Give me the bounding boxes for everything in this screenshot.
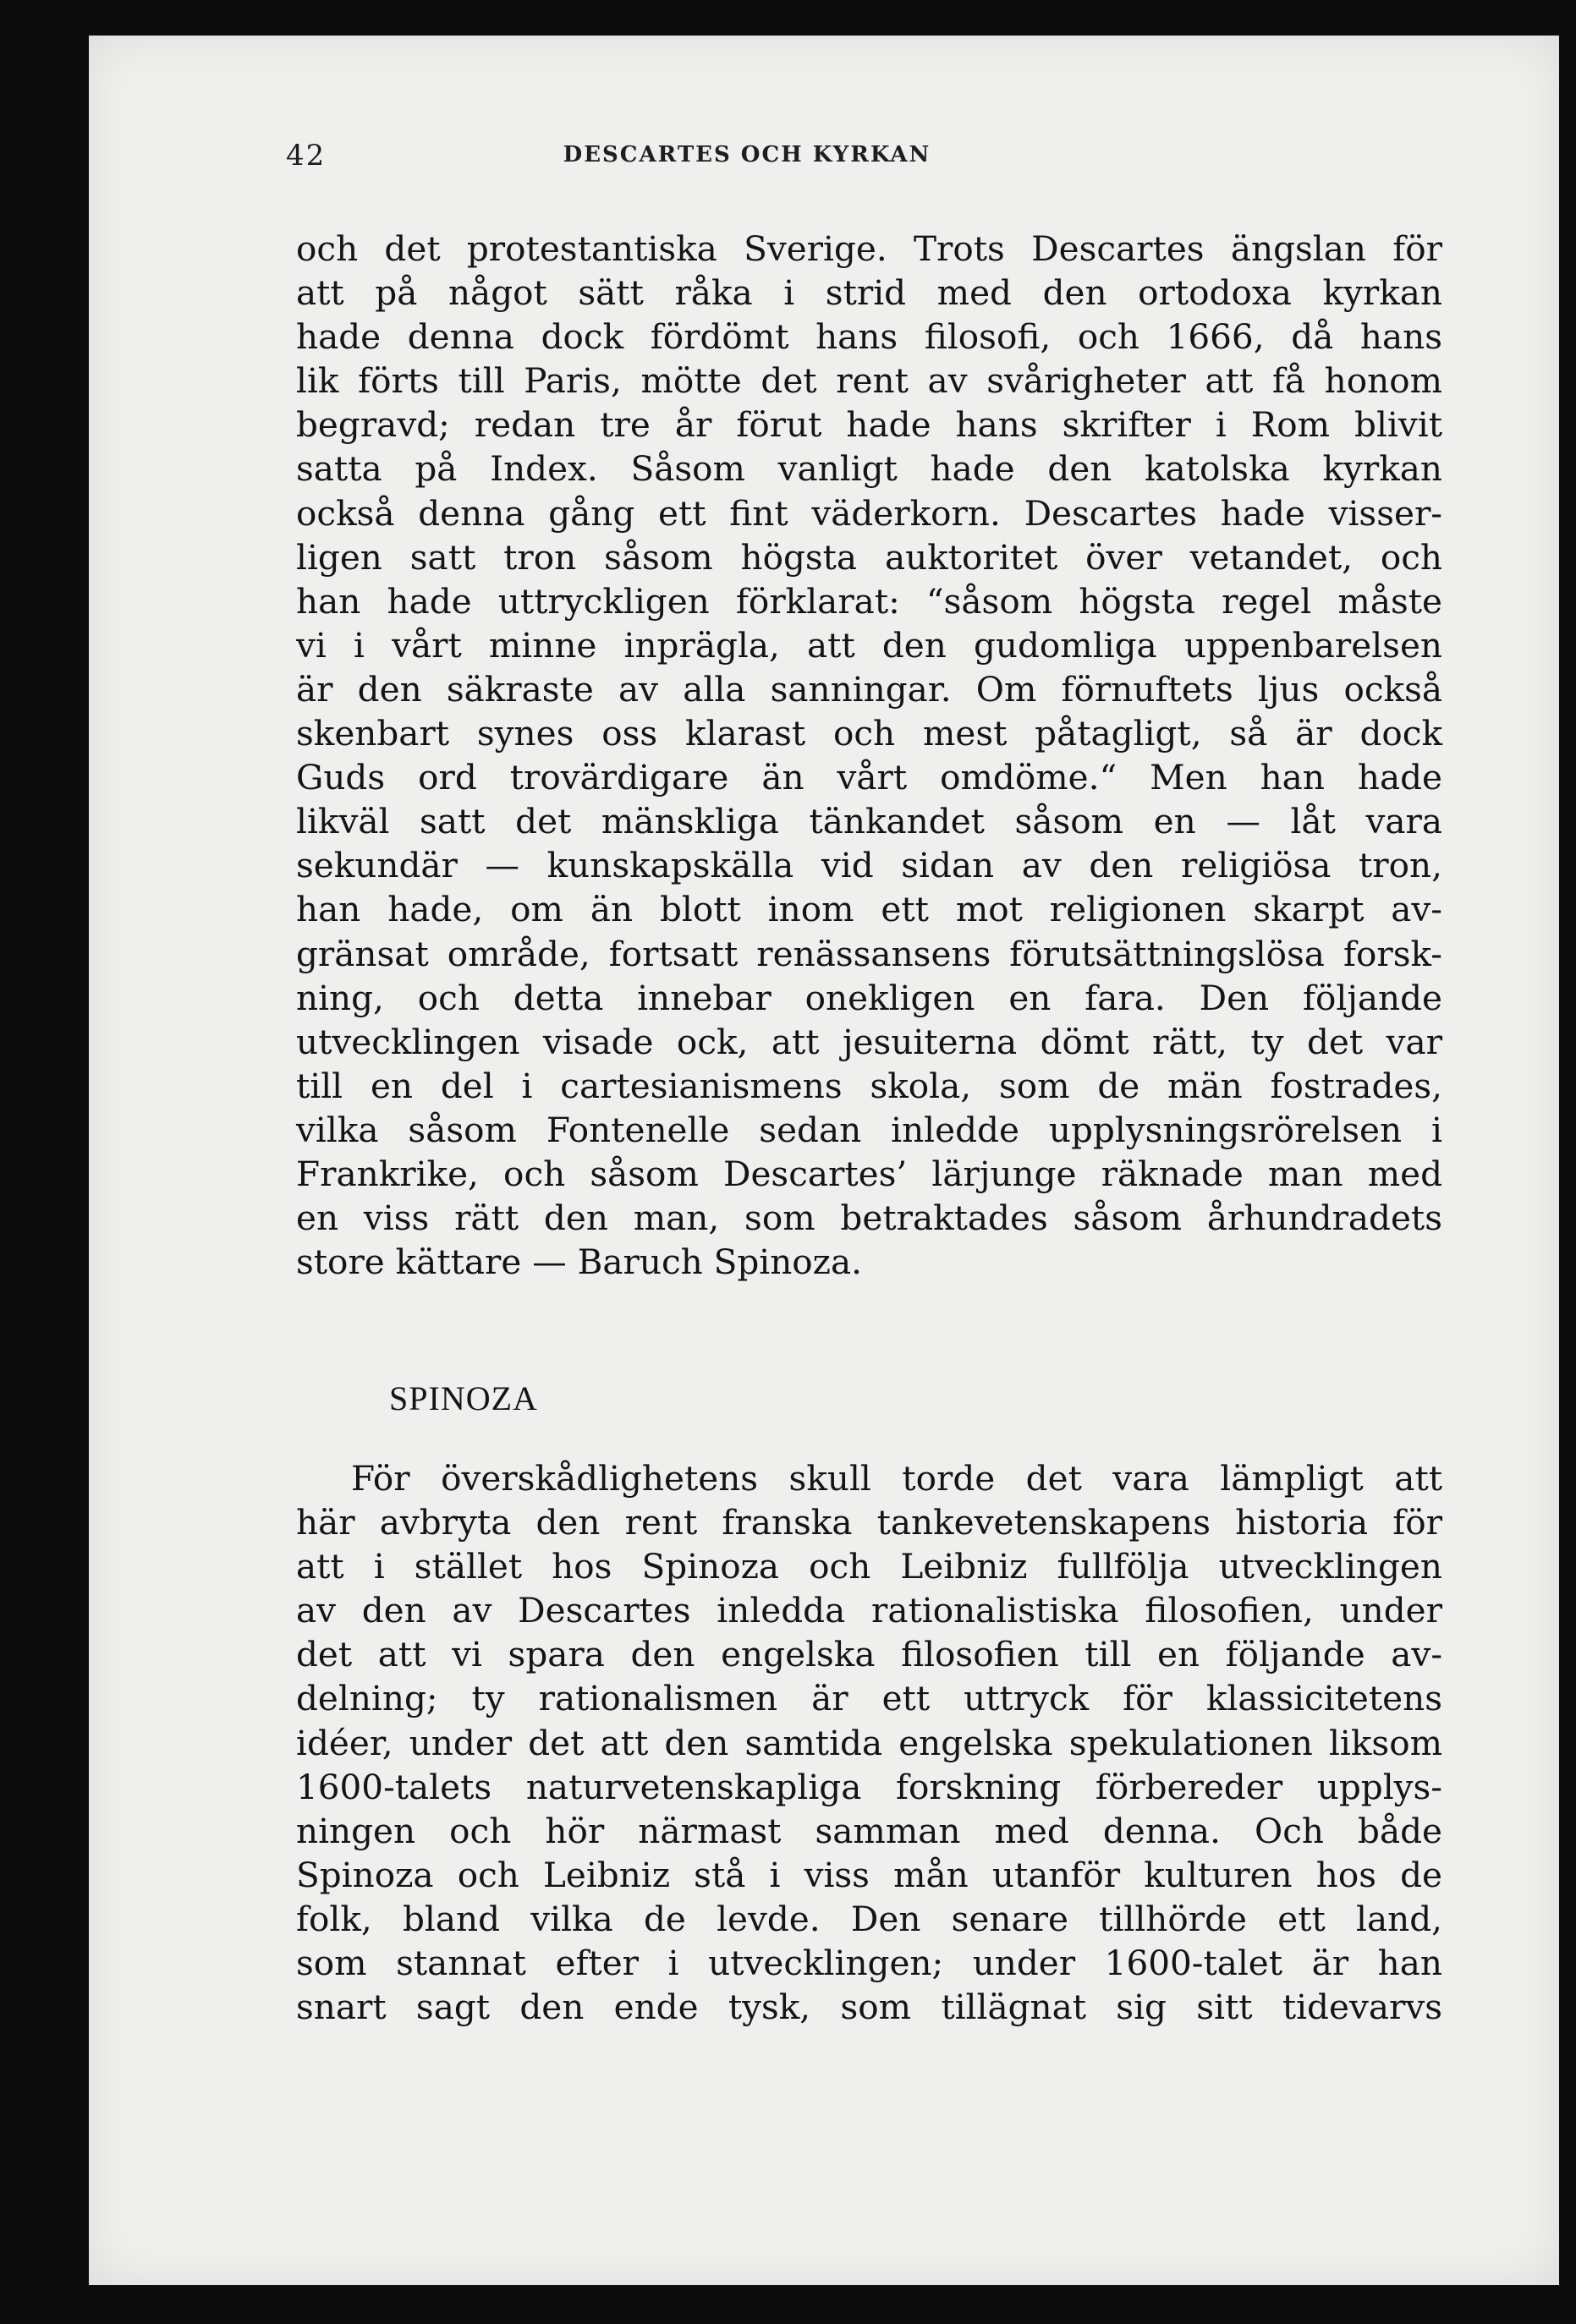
text-line: Spinoza och Leibniz stå i viss mån utanför kulturen hos de bbox=[296, 1854, 1442, 1895]
text-line: likväl satt det mänskliga tänkandet såsom en — låt vara bbox=[296, 801, 1442, 842]
text-line: 1600-talets naturvetenskapliga forskning förbereder upplys- bbox=[296, 1766, 1442, 1807]
section-heading: SPINOZA bbox=[389, 1379, 538, 1417]
text-line: Guds ord trovärdigare än vårt omdöme.“ Men han hade bbox=[296, 757, 1442, 798]
text-line: satta på Index. Såsom vanligt hade den katolska kyrkan bbox=[296, 448, 1442, 490]
text-line: utvecklingen visade ock, att jesuiterna dömt rätt, ty det var bbox=[296, 1021, 1442, 1062]
text-line: också denna gång ett fint väderkorn. Descartes hade visser- bbox=[296, 492, 1442, 534]
running-title: DESCARTES OCH KYRKAN bbox=[563, 142, 931, 167]
text-line: hade denna dock fördömt hans filosofi, och 1666, då hans bbox=[296, 316, 1442, 358]
text-line: folk, bland vilka de levde. Den senare tillhörde ett land, bbox=[296, 1898, 1442, 1939]
text-line: han hade, om än blott inom ett mot religionen skarpt av- bbox=[296, 889, 1442, 930]
text-line: lik förts till Paris, mötte det rent av svårigheter att få honom bbox=[296, 360, 1442, 402]
text-line: det att vi spara den engelska filosofien till en följande av- bbox=[296, 1634, 1442, 1675]
text-line: ningen och hör närmast samman med denna. Och både bbox=[296, 1810, 1442, 1851]
text-line: är den säkraste av alla sanningar. Om förnuftets ljus också bbox=[296, 668, 1442, 710]
text-line: begravd; redan tre år förut hade hans skrifter i Rom blivit bbox=[296, 404, 1442, 446]
text-line: till en del i cartesianismens skola, som de män fostrades, bbox=[296, 1065, 1442, 1106]
text-line: gränsat område, fortsatt renässansens förutsättningslösa forsk- bbox=[296, 933, 1442, 974]
text-line: delning; ty rationalismen är ett uttryck för klassicitetens bbox=[296, 1678, 1442, 1719]
text-line: idéer, under det att den samtida engelska spekulationen liksom bbox=[296, 1722, 1442, 1763]
text-line: att på något sätt råka i strid med den ortodoxa kyrkan bbox=[296, 272, 1442, 314]
text-line: att i stället hos Spinoza och Leibniz fullfölja utvecklingen bbox=[296, 1546, 1442, 1587]
text-line: av den av Descartes inledda rationalistiska filosofien, under bbox=[296, 1590, 1442, 1631]
text-line: ligen satt tron såsom högsta auktoritet över vetandet, och bbox=[296, 536, 1442, 578]
paragraph-2 bbox=[296, 1456, 1442, 2029]
text-line: han hade uttryckligen förklarat: “såsom högsta regel måste bbox=[296, 580, 1442, 622]
text-line: snart sagt den ende tysk, som tillägnat sig sitt tidevarvs bbox=[296, 1987, 1442, 2028]
page-header bbox=[286, 134, 1208, 184]
text-line: här avbryta den rent franska tankevetenskapens historia för bbox=[296, 1502, 1442, 1543]
text-line: För överskådlighetens skull torde det vara lämpligt att bbox=[351, 1458, 1442, 1499]
text-line: och det protestantiska Sverige. Trots Descartes ängslan för bbox=[296, 228, 1442, 269]
text-line: Frankrike, och såsom Descartes’ lärjunge räknade man med bbox=[296, 1153, 1442, 1194]
text-line: skenbart synes oss klarast och mest påtagligt, så är dock bbox=[296, 713, 1442, 754]
paragraph-1 bbox=[296, 227, 1442, 1284]
text-line: ning, och detta innebar onekligen en fara. Den följande bbox=[296, 977, 1442, 1018]
text-line: sekundär — kunskapskälla vid sidan av den religiösa tron, bbox=[296, 845, 1442, 886]
text-line: store kättare — Baruch Spinoza. bbox=[296, 1241, 863, 1283]
text-line: vilka såsom Fontenelle sedan inledde upplysningsrörelsen i bbox=[296, 1109, 1442, 1150]
text-line: vi i vårt minne inprägla, att den gudomliga uppenbarelsen bbox=[296, 624, 1442, 666]
text-line: en viss rätt den man, som betraktades såsom århundradets bbox=[296, 1198, 1442, 1239]
page-number: 42 bbox=[286, 139, 327, 173]
text-line: som stannat efter i utvecklingen; under 1600-talet är han bbox=[296, 1943, 1442, 1984]
